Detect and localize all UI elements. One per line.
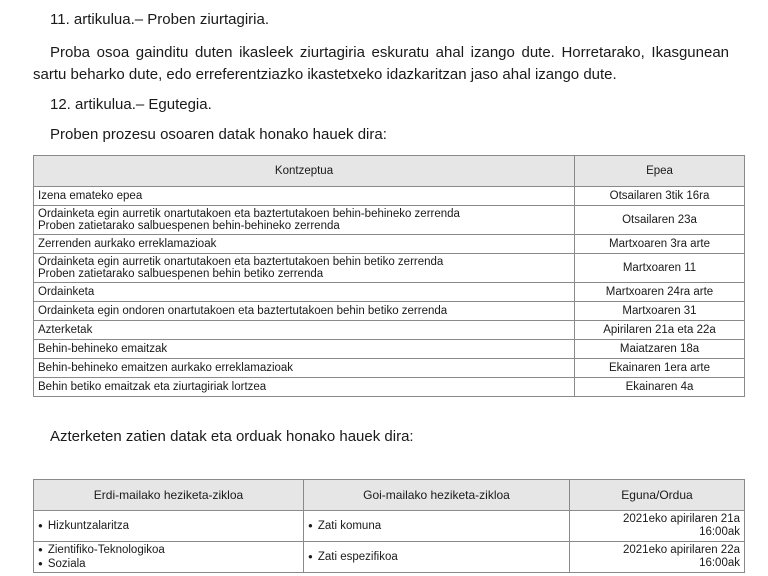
calendar-header-row: [34, 156, 745, 187]
article-11-paragraph: Proba osoa gainditu duten ikasleek ziurtagiria eskuratu ahal izango dute. Horretarako, Ikasgunean sartu beharko dute, edo erreferentziazko ikastetxeko idazkaritzan jaso ahal izango dute.: [33, 44, 729, 83]
concept-cell: Ordainketa egin ondoren onartutakoen eta baztertutakoen behin betiko zerrenda: [34, 302, 575, 321]
period-cell: Ekainaren 1era arte: [575, 359, 745, 378]
period-cell: Otsailaren 23a: [575, 206, 745, 235]
period-cell: Martxoaren 11: [575, 254, 745, 283]
table-row: [34, 340, 745, 359]
concept-cell: Ordainketa: [34, 283, 575, 302]
table-row: [34, 542, 745, 573]
header-date-time: Eguna/Ordua: [570, 480, 745, 511]
concept-cell: Zerrenden aurkako erreklamazioak: [34, 235, 575, 254]
table-row: [34, 511, 745, 542]
concept-cell: Behin betiko emaitzak eta ziurtagiriak lortzea: [34, 378, 575, 397]
date-time-cell: 2021eko apirilaren 22a 16:00ak: [570, 542, 745, 573]
concept-cell: Behin-behineko emaitzen aurkako erreklamazioak: [34, 359, 575, 378]
table-row: [34, 302, 745, 321]
concept-cell: Ordainketa egin aurretik onartutakoen eta baztertutakoen behin-behineko zerrenda Proben zatietarako salbuespenen behin-behineko zerrenda: [34, 206, 575, 235]
exams-header-row: [34, 480, 745, 511]
period-cell: Martxoaren 31: [575, 302, 745, 321]
period-cell: Martxoaren 24ra arte: [575, 283, 745, 302]
table-row: [34, 378, 745, 397]
calendar-table: [33, 155, 745, 397]
table-row: [34, 235, 745, 254]
header-period: Epea: [575, 156, 745, 187]
period-cell: Otsailaren 3tik 16ra: [575, 187, 745, 206]
header-higher-cycle: Goi-mailako heziketa-zikloa: [304, 480, 570, 511]
table-row: [34, 321, 745, 340]
table-row: [34, 254, 745, 283]
period-cell: Martxoaren 3ra arte: [575, 235, 745, 254]
concept-cell: Azterketak: [34, 321, 575, 340]
period-cell: Ekainaren 4a: [575, 378, 745, 397]
middle-cycle-cell: ● Zientifiko-Teknologikoa ● Soziala: [34, 542, 304, 573]
concept-cell: Ordainketa egin aurretik onartutakoen eta baztertutakoen behin betiko zerrenda Proben zatietarako salbuespenen behin betiko zerrenda: [34, 254, 575, 283]
concept-cell: Behin-behineko emaitzak: [34, 340, 575, 359]
table-row: [34, 187, 745, 206]
article-11-heading: 11. artikulua.– Proben ziurtagiria.: [50, 11, 270, 28]
period-cell: Maiatzaren 18a: [575, 340, 745, 359]
higher-cycle-cell: ● Zati espezifikoa: [304, 542, 570, 573]
higher-cycle-cell: ● Zati komuna: [304, 511, 570, 542]
header-concept: Kontzeptua: [34, 156, 575, 187]
header-middle-cycle: Erdi-mailako heziketa-zikloa: [34, 480, 304, 511]
exams-intro: Azterketen zatien datak eta orduak honako hauek dira:: [50, 428, 414, 445]
middle-cycle-cell: ● Hizkuntzalaritza: [34, 511, 304, 542]
article-12-heading: 12. artikulua.– Egutegia.: [50, 96, 212, 113]
table-row: [34, 206, 745, 235]
concept-cell: Izena emateko epea: [34, 187, 575, 206]
period-cell: Apirilaren 21a eta 22a: [575, 321, 745, 340]
table-row: [34, 359, 745, 378]
exams-table: [33, 479, 745, 573]
table-row: [34, 283, 745, 302]
date-time-cell: 2021eko apirilaren 21a 16:00ak: [570, 511, 745, 542]
calendar-intro: Proben prozesu osoaren datak honako hauek dira:: [50, 126, 387, 143]
